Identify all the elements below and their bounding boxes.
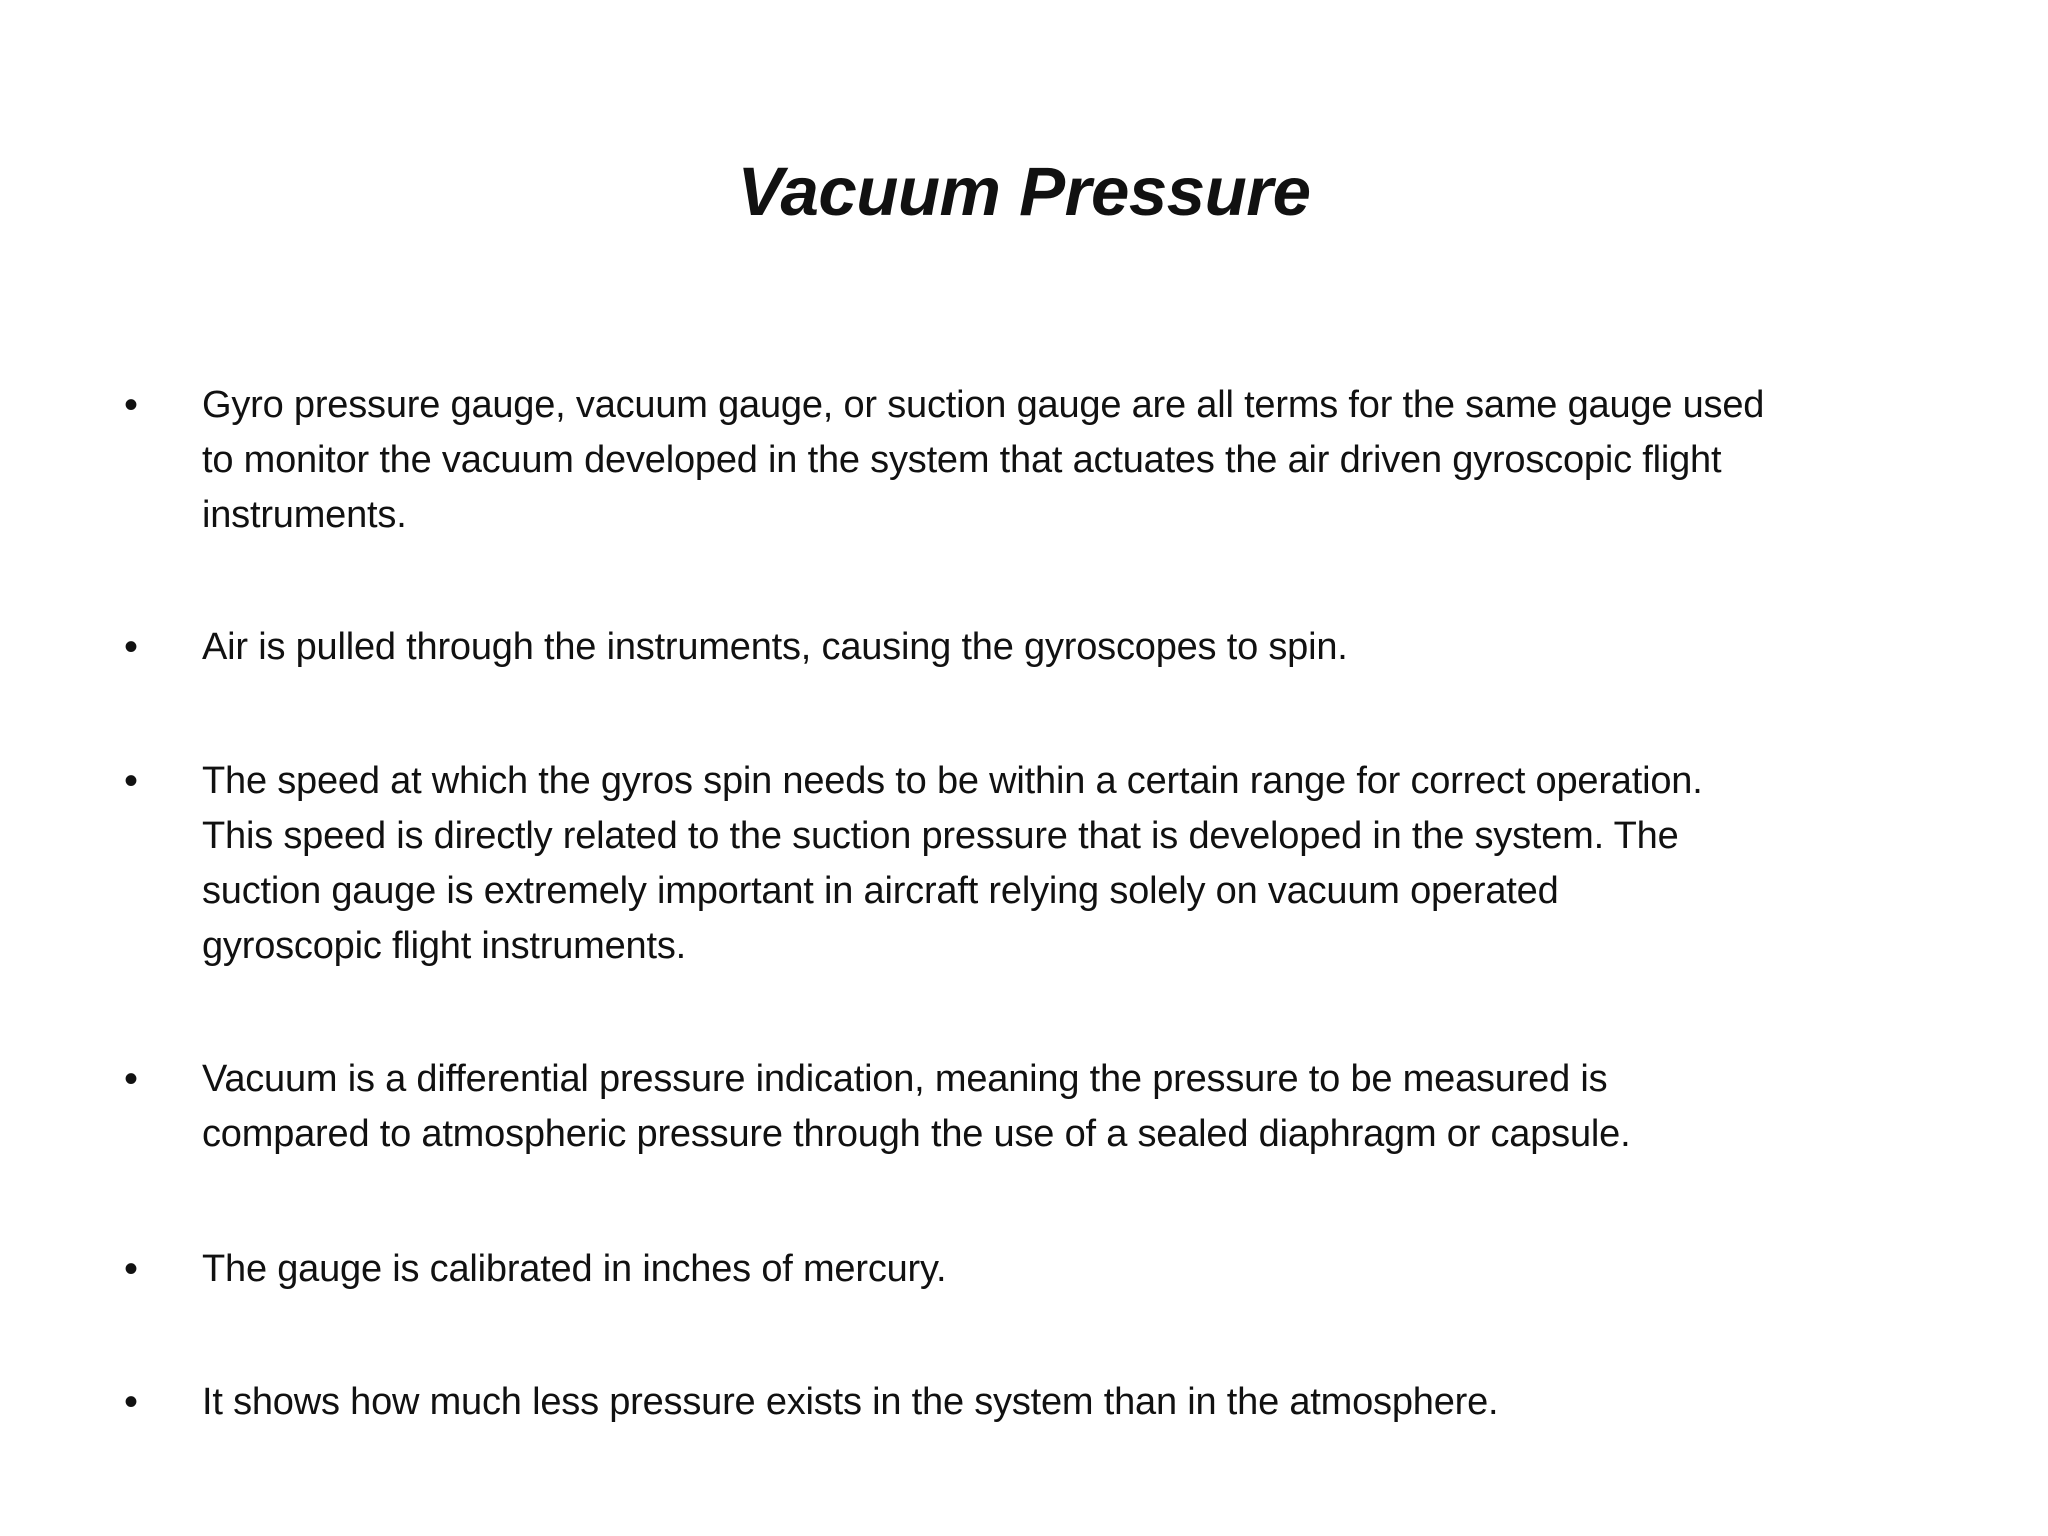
bullet-text xyxy=(202,1052,1962,1162)
bullet-text xyxy=(202,1375,1962,1430)
bullet-line: gyroscopic flight instruments. xyxy=(202,925,686,967)
bullet-icon: • xyxy=(124,1380,139,1424)
bullet-line: The gauge is calibrated in inches of mercury. xyxy=(202,1248,947,1290)
bullet-line: instruments. xyxy=(202,494,407,536)
slide-title: Vacuum Pressure xyxy=(737,153,1311,230)
bullet-line: The speed at which the gyros spin needs to be within a certain range for correct operation. xyxy=(202,760,1703,802)
bullet-line: Air is pulled through the instruments, causing the gyroscopes to spin. xyxy=(202,626,1348,668)
bullet-text xyxy=(202,620,1962,675)
bullet-line: It shows how much less pressure exists in the system than in the atmosphere. xyxy=(202,1381,1499,1423)
bullet-icon: • xyxy=(124,1057,139,1101)
bullet-line: This speed is directly related to the suction pressure that is developed in the system. The xyxy=(202,815,1679,857)
bullet-line: Gyro pressure gauge, vacuum gauge, or suction gauge are all terms for the same gauge used xyxy=(202,384,1765,426)
bullet-icon: • xyxy=(124,383,139,427)
bullet-line: Vacuum is a differential pressure indication, meaning the pressure to be measured is xyxy=(202,1058,1608,1100)
bullet-line: suction gauge is extremely important in aircraft relying solely on vacuum operated xyxy=(202,870,1559,912)
bullet-icon: • xyxy=(124,759,139,803)
bullet-text xyxy=(202,1242,1962,1297)
bullet-icon: • xyxy=(124,1247,139,1291)
bullet-line: compared to atmospheric pressure through the use of a sealed diaphragm or capsule. xyxy=(202,1113,1631,1155)
bullet-icon: • xyxy=(124,625,139,669)
bullet-text xyxy=(202,754,1962,974)
bullet-line: to monitor the vacuum developed in the system that actuates the air driven gyroscopic flight xyxy=(202,439,1722,481)
bullet-text xyxy=(202,378,1962,543)
